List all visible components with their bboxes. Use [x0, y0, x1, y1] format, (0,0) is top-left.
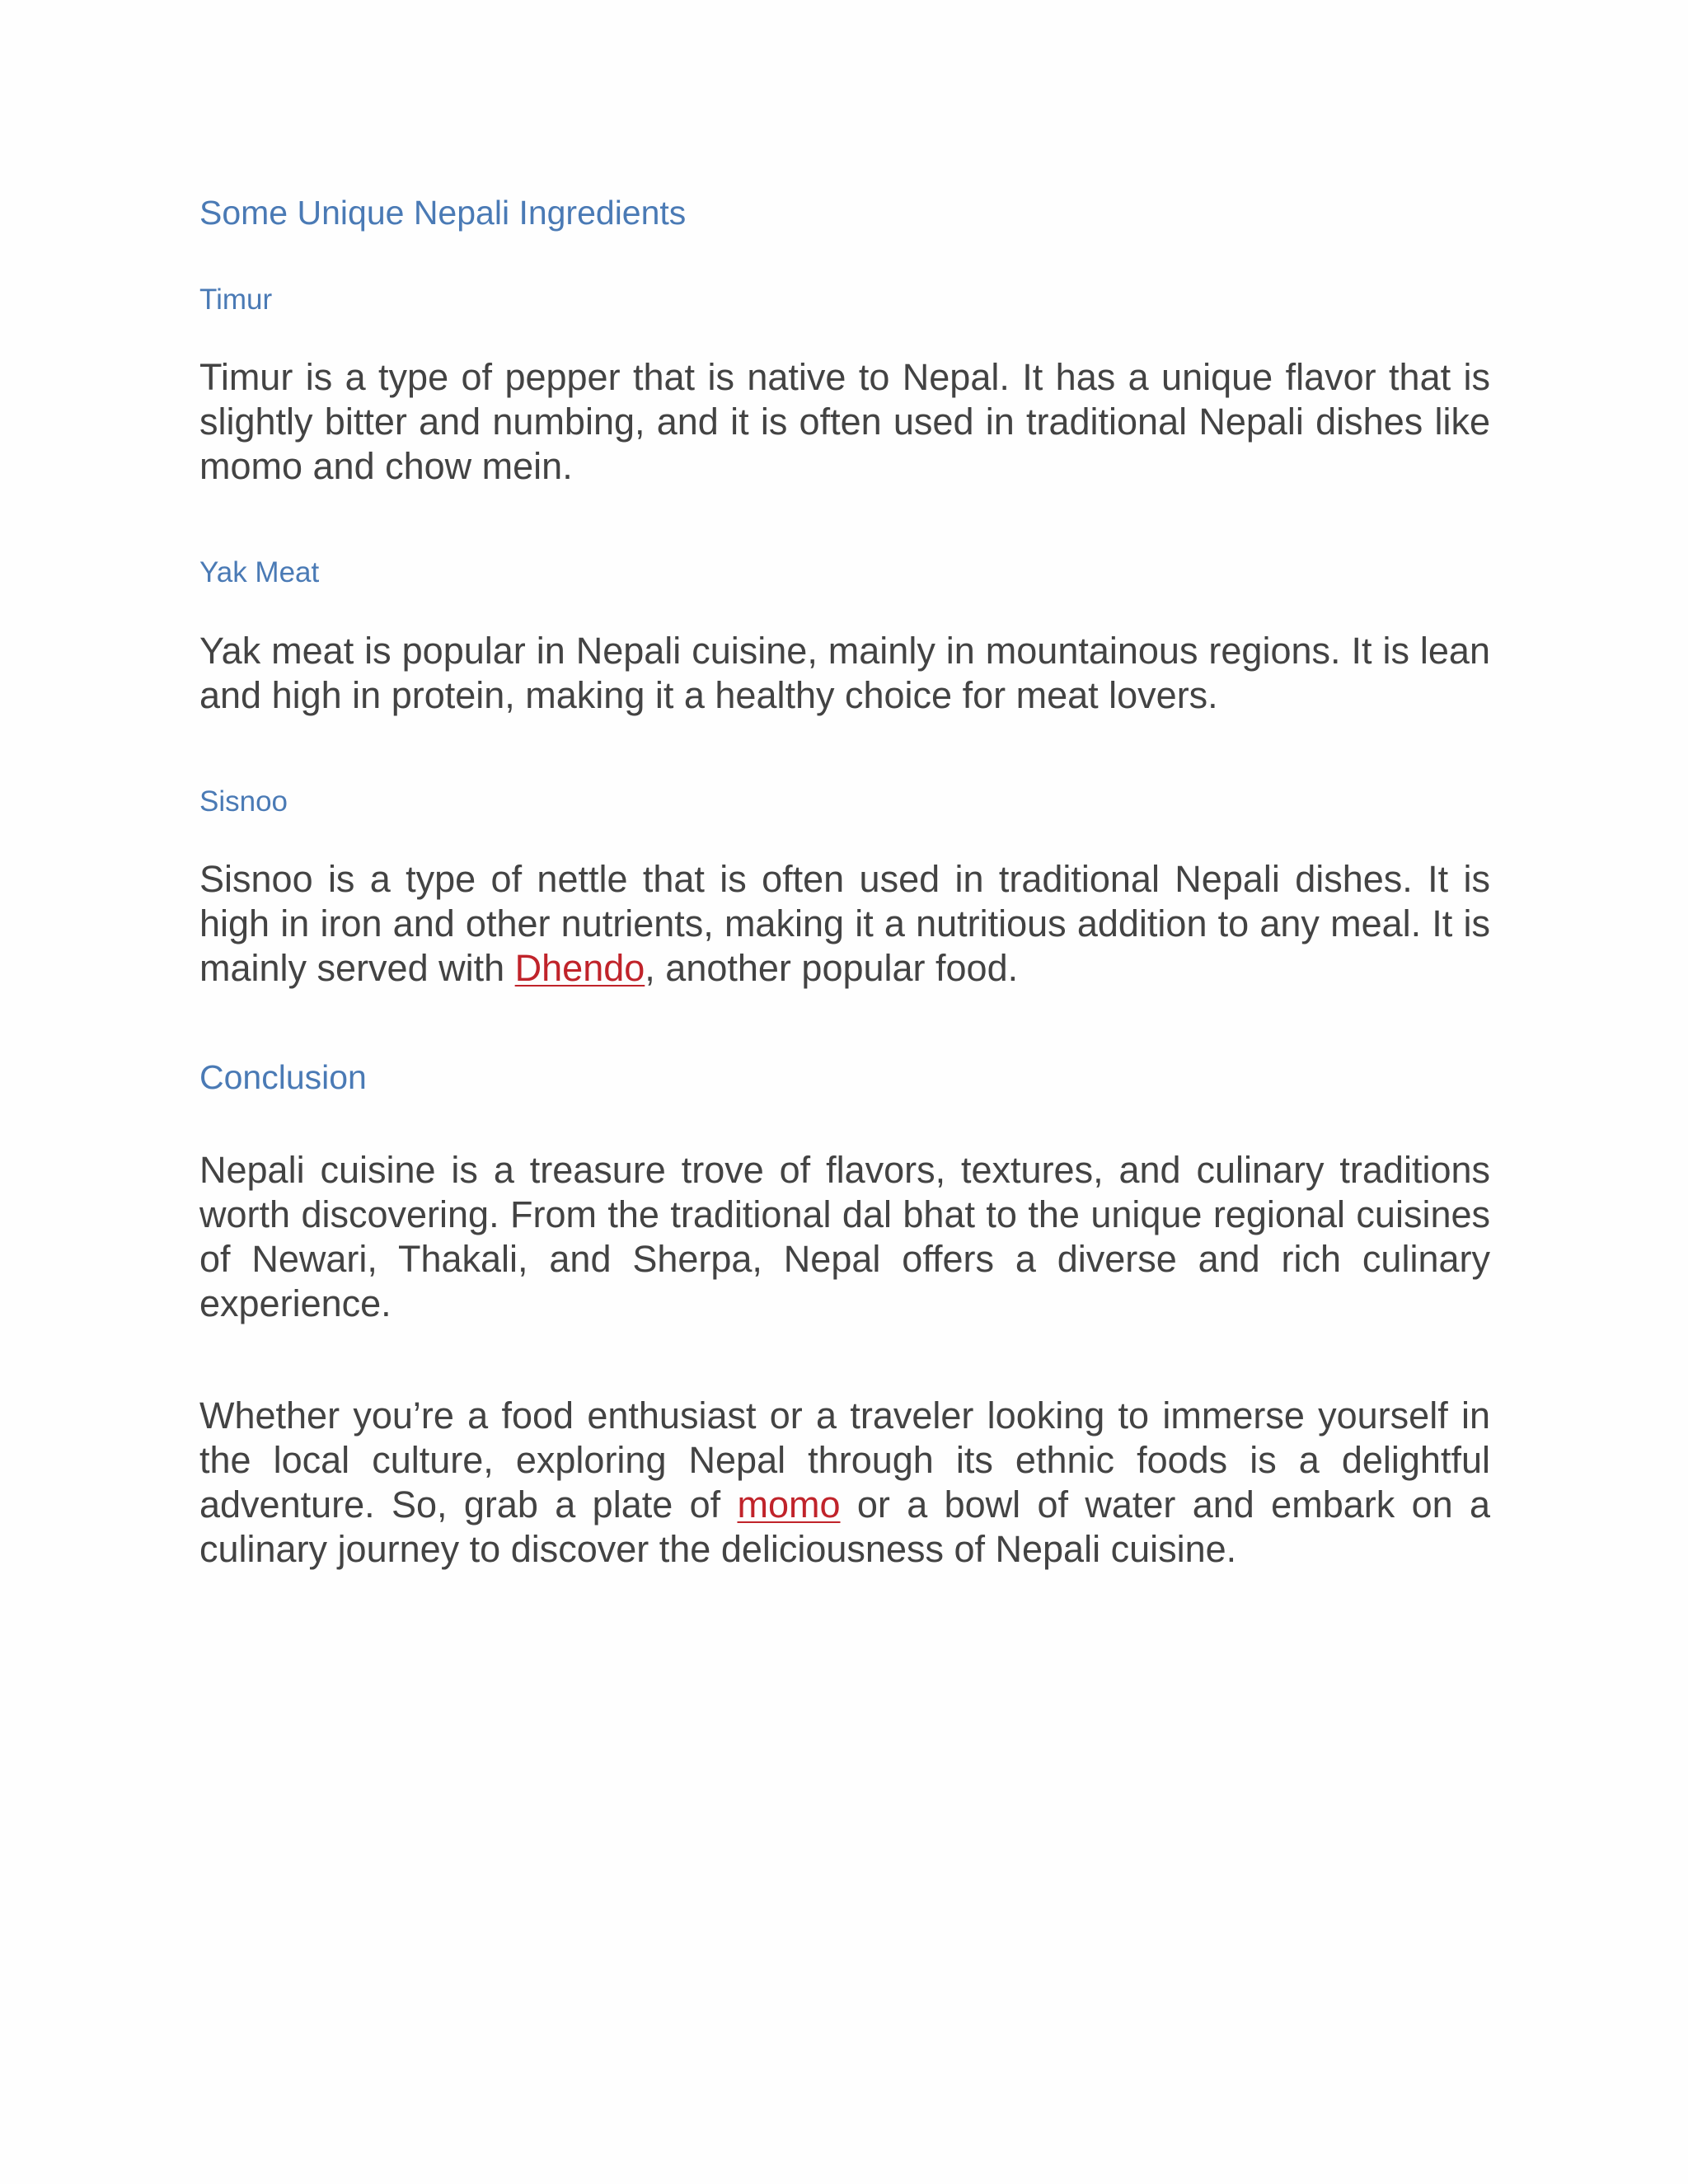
- heading-ingredients: Some Unique Nepali Ingredients: [199, 194, 687, 232]
- dhendo-link[interactable]: Dhendo: [514, 946, 645, 989]
- heading-sisnoo: Sisnoo: [199, 785, 288, 818]
- conclusion-text-before: Whether you’re a food enthusiast or a traveler looking to immerse yourself in the local culture, exploring Nepal through its ethnic foods is a delightful adventure. So, grab a plate of: [199, 1394, 1490, 1526]
- sisnoo-text-after: , another popular food.: [645, 946, 1019, 989]
- sisnoo-text-before: Sisnoo is a type of nettle that is often used in traditional Nepali dishes. It is high in iron and other nutrients, making it a nutritious addition to any meal. It is mainly served with: [199, 857, 1490, 989]
- document-body: [199, 194, 1490, 1639]
- paragraph-conclusion-1: Nepali cuisine is a treasure trove of flavors, textures, and culinary traditions worth discovering. From the traditional dal bhat to the unique regional cuisines of Newari, Thakali, and Sherpa, Nepal offers a diverse and rich culinary experience.: [199, 1149, 1490, 1325]
- heading-timur: Timur: [199, 284, 273, 316]
- heading-conclusion: Conclusion: [199, 1057, 367, 1096]
- heading-yak-meat: Yak Meat: [199, 556, 320, 589]
- momo-link[interactable]: momo: [737, 1483, 841, 1526]
- paragraph-conclusion-2: [199, 1394, 1490, 1572]
- paragraph-yak-meat: Yak meat is popular in Nepali cuisine, mainly in mountainous regions. It is lean and high in protein, making it a healthy choice for meat lovers.: [199, 629, 1490, 716]
- paragraph-sisnoo: [199, 857, 1490, 991]
- paragraph-timur: Timur is a type of pepper that is native to Nepal. It has a unique flavor that is slightly bitter and numbing, and it is often used in traditional Nepali dishes like momo and chow mein.: [199, 356, 1490, 488]
- conclusion-text-after: or a bowl of water and embark on a culinary journey to discover the deliciousness of Nepali cuisine.: [199, 1483, 1490, 1571]
